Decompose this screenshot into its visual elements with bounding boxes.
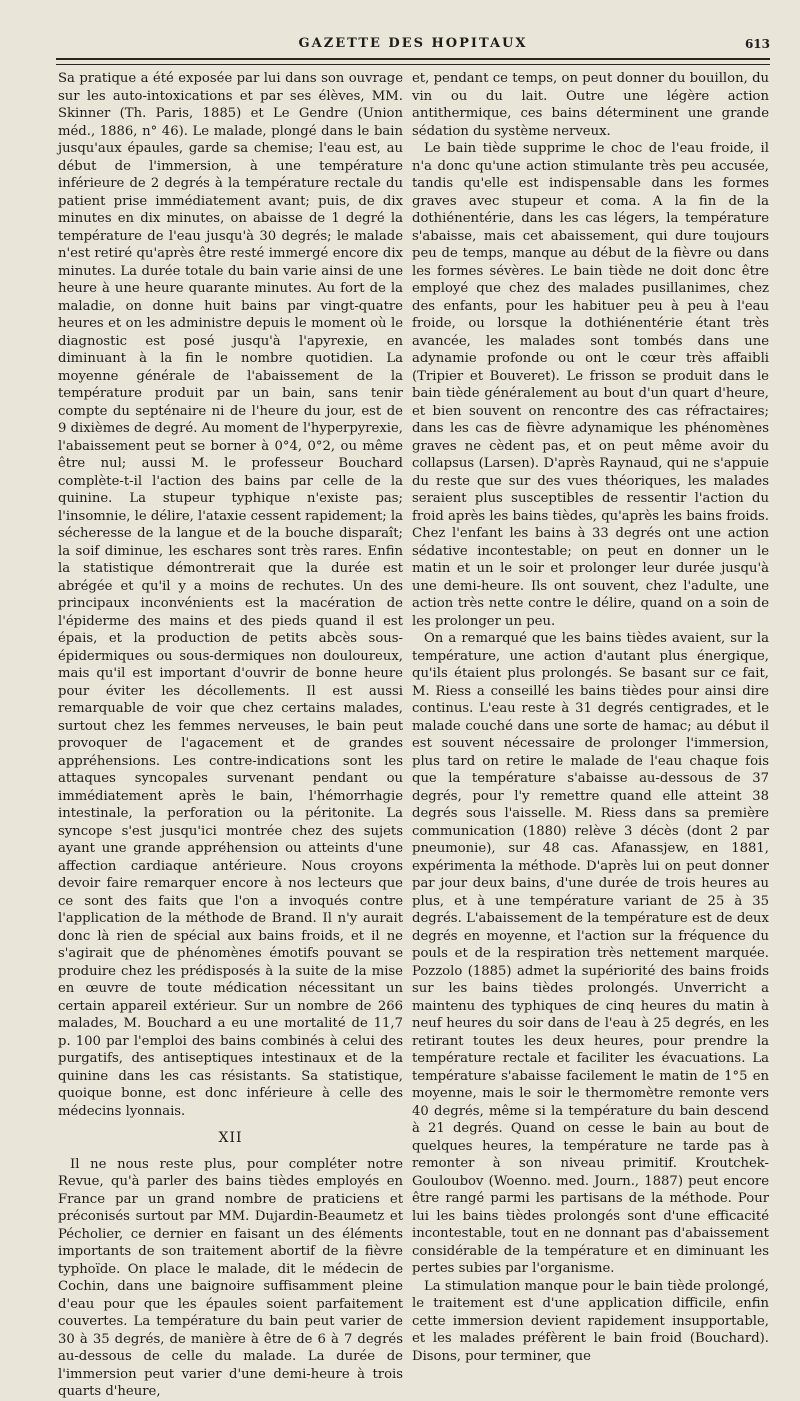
section-numeral: XII [218,1130,243,1146]
paragraph: et, pendant ce temps, on peut donner du bouillon, du vin ou du lait. Outre une légère action antithermique, ces bains déterminent une grande sédation du système nerveux. [412,71,769,139]
paragraph: La stimulation manque pour le bain tiède prolongé, le traitement est d'une application difficile, enfin cette immersion devient rapidement insupportable, et les malades préfèrent le bain froid (Bouchard). Disons, pour terminer, que [412,1278,769,1364]
paragraph: On a remarqué que les bains tièdes avaient, sur la température, une action d'autant plus énergique, qu'ils étaient plus prolongés. Se basant sur ce fait, M. Riess a conseillé les bains tièdes pour ainsi dire continus. L'eau reste à 31 degrés centigrades, et le malade couché dans une sorte de hamac; au début il est souvent nécessaire de prolonger l'immersion, plus tard on retire le malade de l'eau chaque fois que la température s'abaisse au-dessous de 37 degrés, pour l'y remettre quand elle atteint 38 degrés sous l'aisselle. M. Riess dans sa première communication (1880) relève 3 décès (dont 2 par pneumonie), sur 48 cas. Afanassjew, en 1881, expérimenta la méthode. D'après lui on peut donner par jour deux bains, d'une durée de trois heures au plus, et à une température variant de 25 à 35 degrés. L'abaissement de la température est de deux degrés en moyenne, et l'action sur la fréquence du pouls et de la respiration très nettement marquée. Pozzolo (1885) admet la supériorité des bains froids sur les bains tièdes prolongés. Unverricht a maintenu des typhiques de cinq heures du matin à neuf heures du soir dans de l'eau à 25 degrés, en les retirant toutes les deux heures, pour prendre la température rectale et faciliter les évacuations. La température s'abaisse facilement le matin de 1°5 en moyenne, mais le soir le thermomètre remonte vers 40 degrés, même si la température du bain descend à 21 degrés. Quand on cesse le bain au bout de quelques heures, la température ne tarde pas à remonter à son niveau primitif. Kroutchek-Gouloubov (Woenno. med. Journ., 1887) peut encore être rangé parmi les partisans de la méthode. Pour lui les bains tièdes prolongés sont d'une efficacité incontestable, tout en ne donnant pas d'abaissement considérable de la température et en diminuant les pertes subies par l'organisme. [412,631,769,1276]
page-number: 613 [744,37,770,51]
header-rule-thin [56,64,770,65]
left-column [58,70,403,1399]
paragraph: Il ne nous reste plus, pour compléter notre Revue, qu'à parler des bains tièdes employés en France par un grand nombre de praticiens et préconisés surtout par MM. Dujardin-Beaumetz et Pécholier, ce dernier en faisant un des éléments importants de son traitement abortif de la fièvre typhoïde. On place le malade, dit le médecin de Cochin, dans une baignoire suffisamment pleine d'eau pour que les épaules soient parfaitement couvertes. La température du bain peut varier de 30 à 35 degrés, de manière à être de 6 à 7 degrés au-dessous de celle du malade. La durée de l'immersion peut varier d'une demi-heure à trois quarts d'heure, [58,1156,403,1399]
right-column [412,70,769,1364]
header-title: GAZETTE DES HOPITAUX [298,36,528,51]
header-rule-thick [56,58,770,60]
paragraph: Le bain tiède supprime le choc de l'eau froide, il n'a donc qu'une action stimulante très peu accusée, tandis qu'elle est indispensable dans les formes graves avec stupeur et coma. A la fin de la dothiénentérie, dans les cas légers, la température s'abaisse, mais cet abaissement, qui dure toujours peu de temps, manque au début de la fièvre ou dans les formes sévères. Le bain tiède ne doit donc être employé que chez des malades pusillanimes, chez des enfants, pour les habituer peu à peu à l'eau froide, ou lorsque la dothiénentérie étant très avancée, les malades sont tombés dans une adynamie profonde ou ont le cœur très affaibli (Tripier et Bouveret). Le frisson se produit dans le bain tiède généralement au bout d'un quart d'heure, et bien souvent on rencontre des cas réfractaires; dans les cas de fièvre adynamique les phénomènes graves ne cèdent pas, et on peut même avoir du collapsus (Larsen). D'après Raynaud, qui ne s'appuie du reste que sur des vues théoriques, les malades seraient plus susceptibles de ressentir l'action du froid après les bains tièdes, qu'après les bains froids. Chez l'enfant les bains à 33 degrés ont une action sédative incontestable; on peut en donner un le matin et un le soir et prolonger leur durée jusqu'à une demi-heure. Ils ont souvent, chez l'adulte, une action très nette contre le délire, quand on a soin de les prolonger un peu. [412,141,769,629]
paragraph: Sa pratique a été exposée par lui dans son ouvrage sur les auto-intoxications et par ses élèves, MM. Skinner (Th. Paris, 1885) et Le Gendre (Union méd., 1886, n° 46). Le malade, plongé dans le bain jusqu'aux épaules, garde sa chemise; l'eau est, au début de l'immersion, à une température inférieure de 2 degrés à la température rectale du patient prise immédiatement avant; puis, de dix minutes en dix minutes, on abaisse de 1 degré la température de l'eau jusqu'à 30 degrés; le malade n'est retiré qu'après être resté immergé encore dix minutes. La durée totale du bain varie ainsi de une heure à une heure quarante minutes. Au fort de la maladie, on donne huit bains par vingt-quatre heures et on les administre depuis le moment où le diagnostic est posé jusqu'à l'apyrexie, en diminuant à la fin le nombre quotidien. La moyenne générale de l'abaissement de la température produit par un bain, sans tenir compte du septénaire ni de l'heure du jour, est de 9 dixièmes de degré. Au moment de l'hyperpyrexie, l'abaissement peut se borner à 0°4, 0°2, ou même être nul; aussi M. le professeur Bouchard complète-t-il l'action des bains par celle de la quinine. La stupeur typhique n'existe pas; l'insomnie, le délire, l'ataxie cessent rapidement; la sécheresse de la langue et de la bouche disparaît; la soif diminue, les eschares sont très rares. Enfin la statistique démontrerait que la durée est abrégée et qu'il y a moins de rechutes. Un des principaux inconvénients est la macération de l'épiderme des mains et des pieds quand il est épais, et la production de petits abcès sous-épidermiques ou sous-dermiques non douloureux, mais qu'il est important d'ouvrir de bonne heure pour éviter les décollements. Il est aussi remarquable de voir que chez certains malades, surtout chez les femmes nerveuses, le bain peut provoquer de l'agacement et de grandes appréhensions. Les contre-indications sont les attaques syncopales survenant pendant ou immédiatement après le bain, l'hémorrhagie intestinale, la perforation ou la péritonite. La syncope s'est jusqu'ici montrée chez des sujets ayant une grande appréhension ou atteints d'une affection cardiaque antérieure. Nous croyons devoir faire remarquer encore à nos lecteurs que ce sont des faits que l'on a invoqués contre l'application de la méthode de Brand. Il n'y aurait donc là rien de spécial aux bains froids, et il ne s'agirait que de phénomènes émotifs pouvant se produire chez les prédisposés à la suite de la mise en œuvre de toute médication nécessitant un certain appareil extérieur. Sur un nombre de 266 malades, M. Bouchard a eu une mortalité de 11,7 p. 100 par l'emploi des bains combinés à celui des purgatifs, des antiseptiques intestinaux et de la quinine dans les cas résistants. Sa statistique, quoique bonne, est donc inférieure à celle des médecins lyonnais. [58,71,403,1119]
